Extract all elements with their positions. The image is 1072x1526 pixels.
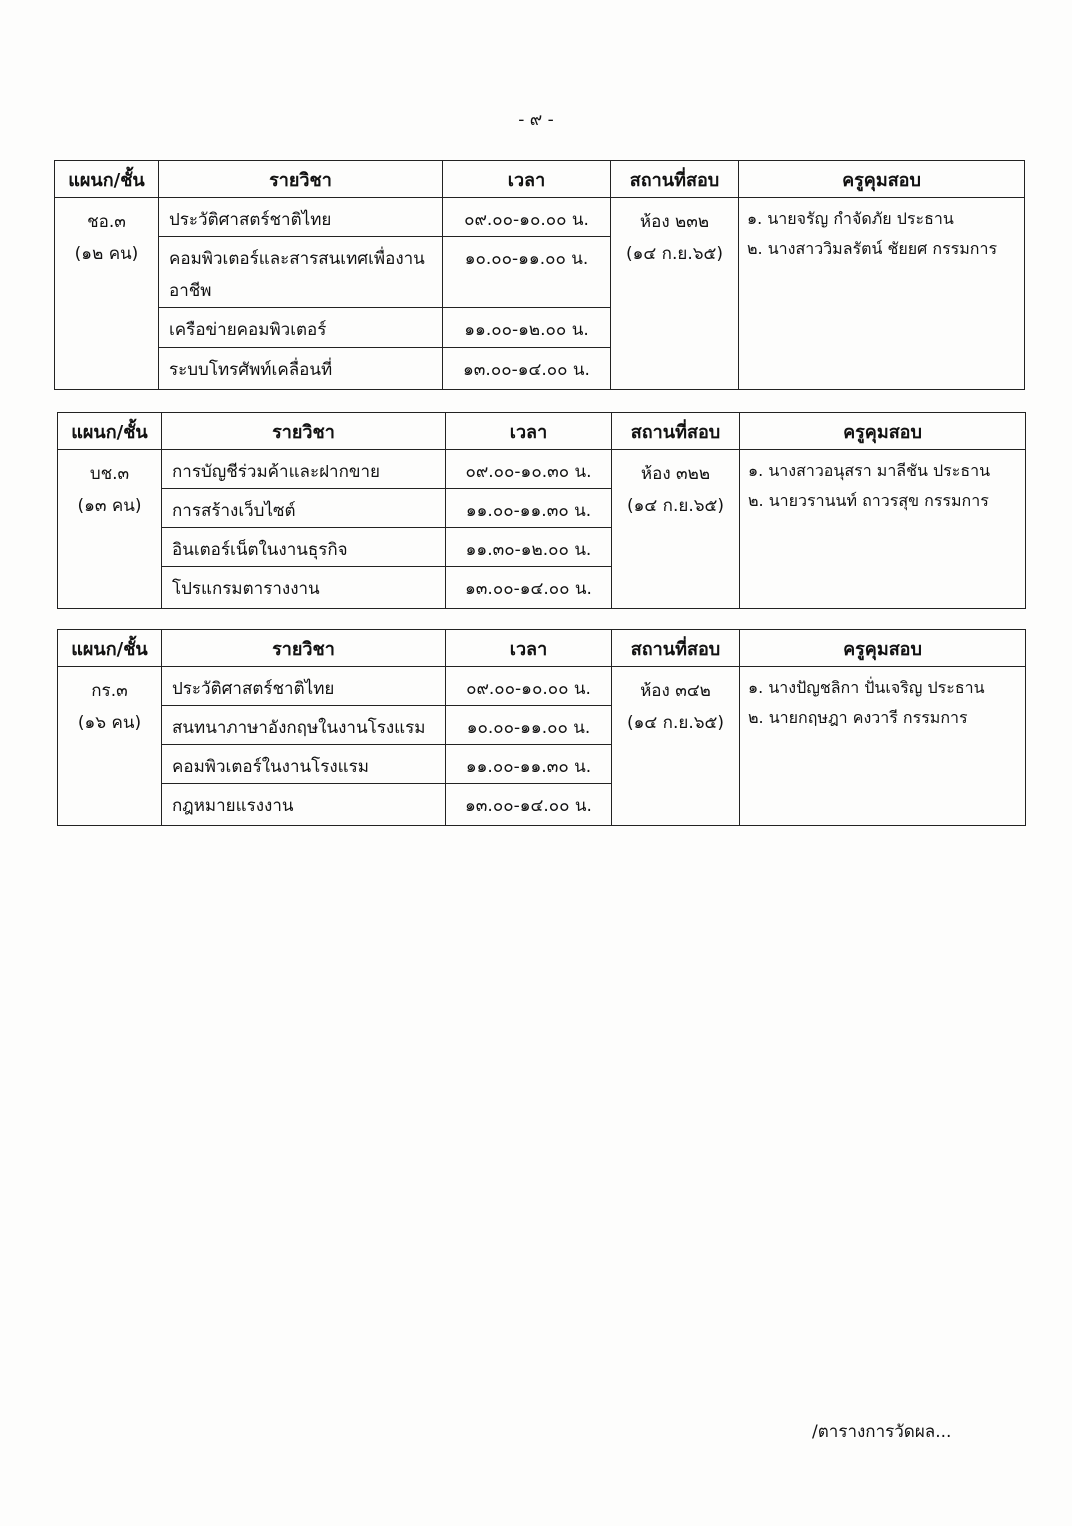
place-cell [612,450,740,609]
table-header-row [58,413,1026,450]
place-cell [611,198,739,390]
teachers-cell [739,198,1025,390]
subject-cell: คอมพิวเตอร์ในงานโรงแรม [162,745,446,784]
header-time: เวลา [446,413,612,450]
header-dept: แผนก/ชั้น [58,413,162,450]
time-cell: ๑๓.๐๐-๑๔.๐๐ น. [446,567,612,609]
place-date: (๑๔ ก.ย.๖๕) [626,713,725,733]
dept-cell [58,667,162,826]
table-header-row [55,161,1025,198]
subject-cell: ประวัติศาสตร์ชาติไทย [159,198,443,237]
subject-cell: การบัญชีร่วมค้าและฝากขาย [162,450,446,489]
table-row [58,450,1026,489]
teacher-member: ๒. นายกฤษฎา คงวารี กรรมการ [748,708,968,727]
header-teachers: ครูคุมสอบ [740,413,1026,450]
dept-cell [55,198,159,390]
table-row [55,198,1025,237]
table-row [58,667,1026,706]
page-number: - ๙ - [518,110,554,130]
teacher-member: ๒. นายวรานนท์ ถาวรสุข กรรมการ [748,491,989,510]
header-subject: รายวิชา [162,413,446,450]
place-date: (๑๔ ก.ย.๖๕) [625,244,724,264]
time-cell: ๑๐.๐๐-๑๑.๐๐ น. [446,706,612,745]
dept-count: (๑๖ คน) [77,713,142,733]
dept-cell [58,450,162,609]
continuation-note: /ตารางการวัดผล... [812,1422,952,1442]
dept-code: บช.๓ [89,464,130,484]
time-cell: ๑๓.๐๐-๑๔.๐๐ น. [446,784,612,826]
place-room: ห้อง ๓๔๒ [640,681,711,701]
time-cell: ๑๑.๐๐-๑๑.๓๐ น. [446,745,612,784]
time-cell: ๐๙.๐๐-๑๐.๓๐ น. [446,450,612,489]
subject-cell: สนทนาภาษาอังกฤษในงานโรงแรม [162,706,446,745]
place-cell [612,667,740,826]
teacher-chair: ๑. นางสาวอนุสรา มาลีชัน ประธาน [748,461,991,480]
time-cell: ๑๑.๐๐-๑๑.๓๐ น. [446,489,612,528]
teacher-chair: ๑. นายจรัญ กำจัดภัย ประธาน [747,209,954,228]
teachers-cell [740,667,1026,826]
place-date: (๑๔ ก.ย.๖๕) [626,496,725,516]
header-dept: แผนก/ชั้น [55,161,159,198]
table-header-row [58,630,1026,667]
place-room: ห้อง ๓๒๒ [640,464,711,484]
header-place: สถานที่สอบ [611,161,739,198]
teachers-cell [740,450,1026,609]
place-room: ห้อง ๒๓๒ [639,212,710,232]
subject-cell: อินเตอร์เน็ตในงานธุรกิจ [162,528,446,567]
subject-cell: เครือข่ายคอมพิวเตอร์ [159,308,443,348]
header-dept: แผนก/ชั้น [58,630,162,667]
subject-cell: ระบบโทรศัพท์เคลื่อนที่ [159,348,443,390]
subject-cell: การสร้างเว็บไซต์ [162,489,446,528]
dept-code: กร.๓ [91,681,128,701]
teacher-chair: ๑. นางปัญชลิกา ปั่นเจริญ ประธาน [748,678,985,697]
subject-cell: กฎหมายแรงงาน [162,784,446,826]
exam-schedule-table [54,160,1025,390]
time-cell: ๑๑.๐๐-๑๒.๐๐ น. [443,308,611,348]
header-place: สถานที่สอบ [612,413,740,450]
header-subject: รายวิชา [159,161,443,198]
subject-cell: คอมพิวเตอร์และสารสนเทศเพื่องานอาชีพ [159,237,443,308]
dept-count: (๑๒ คน) [74,244,139,264]
exam-schedule-table [57,629,1026,826]
time-cell: ๑๐.๐๐-๑๑.๐๐ น. [443,237,611,308]
dept-count: (๑๓ คน) [77,496,142,516]
subject-cell: ประวัติศาสตร์ชาติไทย [162,667,446,706]
teacher-member: ๒. นางสาววิมลรัตน์ ชัยยศ กรรมการ [747,239,998,258]
time-cell: ๑๑.๓๐-๑๒.๐๐ น. [446,528,612,567]
header-place: สถานที่สอบ [612,630,740,667]
exam-schedule-table [57,412,1026,609]
subject-cell: โปรแกรมตารางงาน [162,567,446,609]
header-time: เวลา [443,161,611,198]
header-time: เวลา [446,630,612,667]
header-teachers: ครูคุมสอบ [740,630,1026,667]
header-teachers: ครูคุมสอบ [739,161,1025,198]
time-cell: ๐๙.๐๐-๑๐.๐๐ น. [446,667,612,706]
dept-code: ชอ.๓ [87,212,126,232]
header-subject: รายวิชา [162,630,446,667]
time-cell: ๑๓.๐๐-๑๔.๐๐ น. [443,348,611,390]
time-cell: ๐๙.๐๐-๑๐.๐๐ น. [443,198,611,237]
